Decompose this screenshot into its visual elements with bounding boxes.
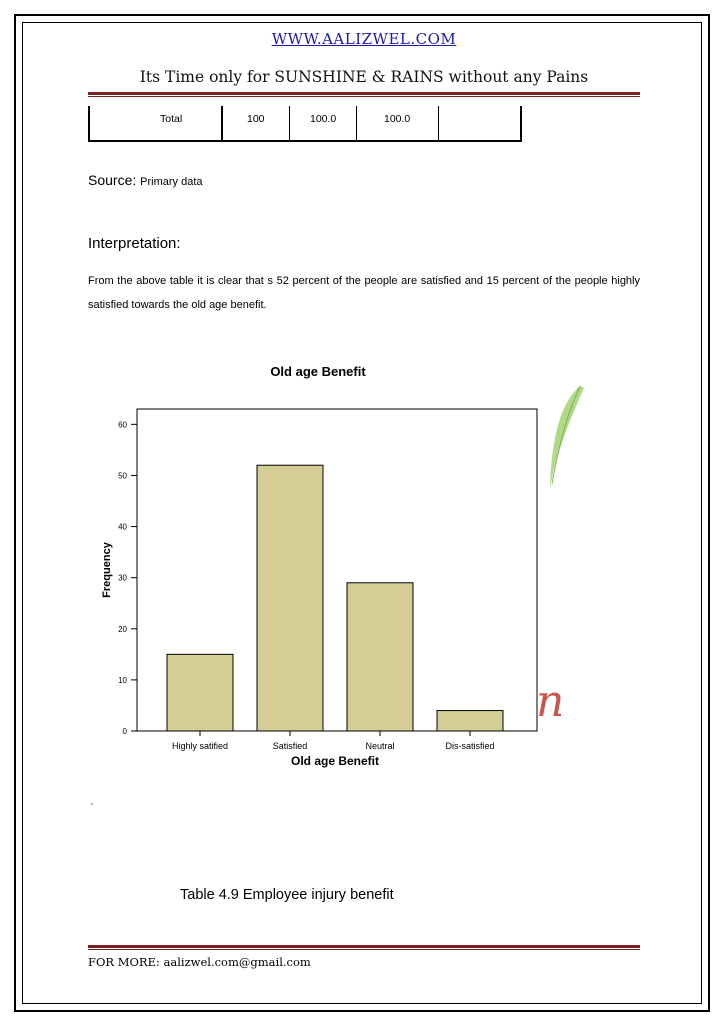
bar-satisfied: [257, 465, 323, 731]
y-axis: [118, 420, 137, 736]
y-tick-label: 0: [122, 727, 127, 736]
bar-neutral: [347, 583, 413, 731]
bar-chart: [88, 395, 558, 780]
y-tick-label: 30: [118, 573, 127, 583]
total-row-table: [88, 106, 522, 142]
table-cell-frequency: 100: [247, 113, 265, 125]
x-tick-label: Dis-satisfied: [445, 741, 495, 751]
interpretation-heading: Interpretation:: [88, 235, 181, 252]
table-divider: [438, 106, 439, 140]
watermark-letter: n: [536, 676, 565, 727]
table-divider: [289, 106, 290, 140]
x-axis-label: Old age Benefit: [290, 754, 380, 768]
table-divider: [356, 106, 357, 140]
x-tick-label: Neutral: [365, 741, 395, 751]
table-divider: [221, 106, 223, 140]
footer-rule-thin: [88, 949, 640, 950]
y-tick-label: 60: [118, 420, 127, 430]
chart-title: Old age Benefit: [270, 364, 366, 379]
bar-highly-satified: [167, 654, 233, 731]
y-tick-label: 10: [118, 675, 127, 685]
footer-contact[interactable]: FOR MORE: aalizwel.com@gmail.com: [88, 955, 311, 969]
header-url[interactable]: WWW.AALIZWEL.COM: [271, 30, 457, 48]
x-tick-label: Satisfied: [272, 741, 308, 751]
source-line: [88, 172, 203, 188]
header-rule: [88, 92, 640, 95]
y-tick-label: 50: [118, 471, 127, 481]
source-label: Source:: [88, 172, 137, 188]
bars: [167, 465, 503, 731]
interpretation-text: From the above table it is clear that s 52 percent of the people are satisfied and 15 percent of the people highly satisfied towards the old age benefit.: [88, 275, 640, 311]
header-rule-thin: [88, 96, 640, 97]
y-tick-label: 40: [118, 522, 127, 532]
table-cell-label: Total: [160, 113, 183, 125]
x-axis: [172, 731, 495, 751]
footer-rule: [88, 945, 640, 948]
stray-mark: ·: [90, 798, 94, 810]
header-tagline: Its Time only for SUNSHINE & RAINS without any Pains: [139, 68, 589, 86]
table-cell-valid-percent: 100.0: [384, 113, 411, 125]
y-axis-label: Frequency: [101, 542, 113, 598]
x-tick-label: Highly satified: [171, 741, 229, 751]
y-tick-label: 20: [118, 624, 127, 634]
table-caption: Table 4.9 Employee injury benefit: [180, 887, 394, 903]
bar-dis-satisfied: [437, 711, 503, 731]
table-cell-percent: 100.0: [310, 113, 337, 125]
source-value: Primary data: [140, 176, 203, 188]
